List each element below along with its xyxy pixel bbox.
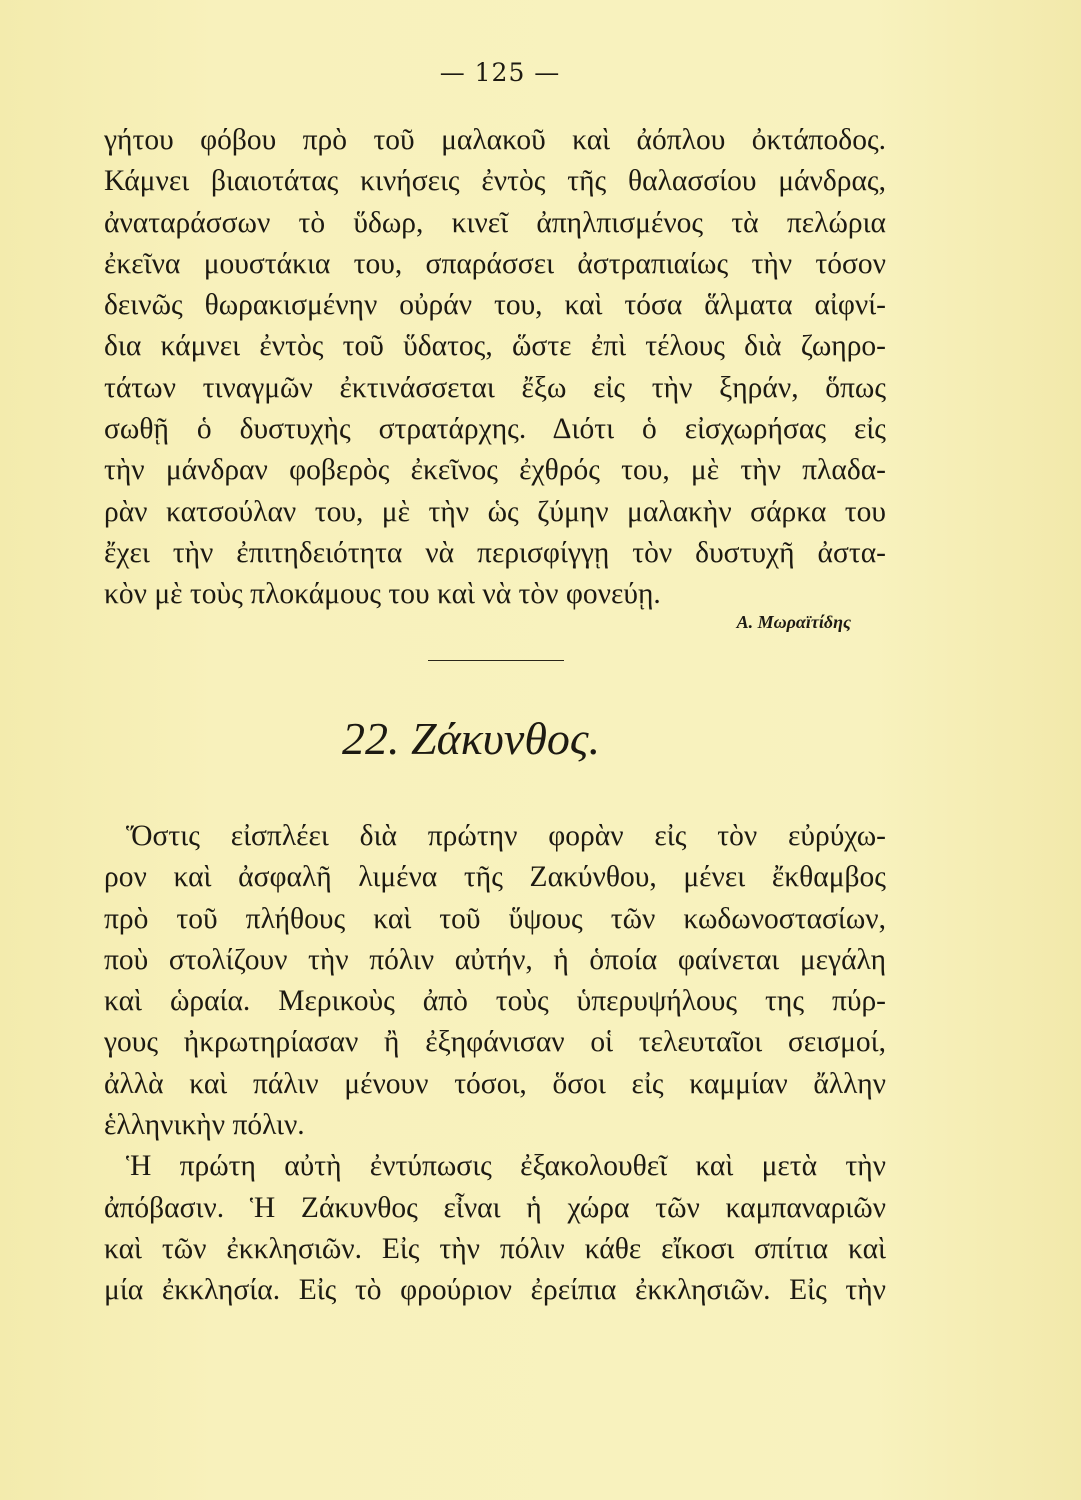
text-line: Ὅστις εἰσπλέει διὰ πρώτην φορὰν εἰς τὸν εὐρύχω- bbox=[126, 820, 886, 852]
section-heading: 22. Ζάκυνθος. bbox=[342, 713, 601, 764]
text-line: ἐκεῖνα μουστάκια του, σπαράσσει ἀστραπιαίως τὴν τόσον bbox=[104, 247, 886, 280]
passage-octopus bbox=[104, 120, 886, 616]
text-line: ἀλλὰ καὶ πάλιν μένουν τόσοι, ὅσοι εἰς καμμίαν ἄλλην bbox=[104, 1067, 886, 1100]
text-line: μία ἐκκλησία. Εἰς τὸ φρούριον ἐρείπια ἐκκλησιῶν. Εἰς τὴν bbox=[104, 1274, 886, 1307]
text-line: δια κάμνει ἐντὸς τοῦ ὕδατος, ὥστε ἐπὶ τέλους διὰ ζωηρο- bbox=[104, 330, 886, 363]
text-line: ἑλληνικὴν πόλιν. bbox=[104, 1109, 305, 1142]
page-number: — 125 — bbox=[439, 58, 561, 87]
text-line: Ἡ πρώτη αὐτὴ ἐντύπωσις ἐξακολουθεῖ καὶ μετὰ τὴν bbox=[126, 1150, 886, 1183]
text-line: ποὺ στολίζουν τὴν πόλιν αὐτήν, ἡ ὁποία φαίνεται μεγάλη bbox=[104, 943, 886, 976]
text-line: δεινῶς θωρακισμένην οὐράν του, καὶ τόσα ἅλματα αἰφνί- bbox=[104, 289, 886, 322]
text-line: τάτων τιναγμῶν ἐκτινάσσεται ἔξω εἰς τὴν ξηράν, ὅπως bbox=[104, 371, 886, 404]
text-line: πρὸ τοῦ πλήθους καὶ τοῦ ὕψους τῶν κωδωνοστασίων, bbox=[104, 902, 886, 935]
text-line: καὶ ὡραία. Μερικοὺς ἀπὸ τοὺς ὑπερυψήλους της πύρ- bbox=[104, 985, 886, 1018]
section-divider bbox=[428, 660, 564, 661]
text-line: γήτου φόβου πρὸ τοῦ μαλακοῦ καὶ ἀόπλου ὀκτάποδος. bbox=[104, 124, 886, 156]
text-line: τὴν μάνδραν φοβερὸς ἐκεῖνος ἐχθρός του, μὲ τὴν πλαδα- bbox=[104, 454, 886, 487]
text-line: καὶ τῶν ἐκκλησιῶν. Εἰς τὴν πόλιν κάθε εἴκοσι σπίτια καὶ bbox=[104, 1232, 886, 1265]
text-line: ἀπόβασιν. Ἡ Ζάκυνθος εἶναι ἡ χώρα τῶν καμπαναριῶν bbox=[104, 1191, 886, 1224]
text-line: γους ἠκρωτηρίασαν ἢ ἐξηφάνισαν οἱ τελευταῖοι σεισμοί, bbox=[104, 1026, 886, 1059]
text-line: ρὰν κατσούλαν του, μὲ τὴν ὡς ζύμην μαλακὴν σάρκα του bbox=[104, 495, 886, 528]
text-line: κὸν μὲ τοὺς πλοκάμους του καὶ νὰ τὸν φονεύῃ. bbox=[104, 578, 661, 611]
text-line: ρον καὶ ἀσφαλῆ λιμένα τῆς Ζακύνθου, μένει ἔκθαμβος bbox=[104, 861, 886, 894]
text-line: ἔχει τὴν ἐπιτηδειότητα νὰ περισφίγγῃ τὸν δυστυχῆ ἀστα- bbox=[104, 536, 886, 569]
text-line: σωθῇ ὁ δυστυχὴς στρατάρχης. Διότι ὁ εἰσχωρήσας εἰς bbox=[104, 413, 886, 446]
passage-zakynthos bbox=[104, 816, 886, 1312]
text-line: ἀναταράσσων τὸ ὕδωρ, κινεῖ ἀπηλπισμένος τὰ πελώρια bbox=[104, 206, 886, 239]
author-signature: Α. Μωραϊτίδης bbox=[736, 612, 851, 632]
text-line: Κάμνει βιαιοτάτας κινήσεις ἐντὸς τῆς θαλασσίου μάνδρας, bbox=[104, 165, 886, 198]
